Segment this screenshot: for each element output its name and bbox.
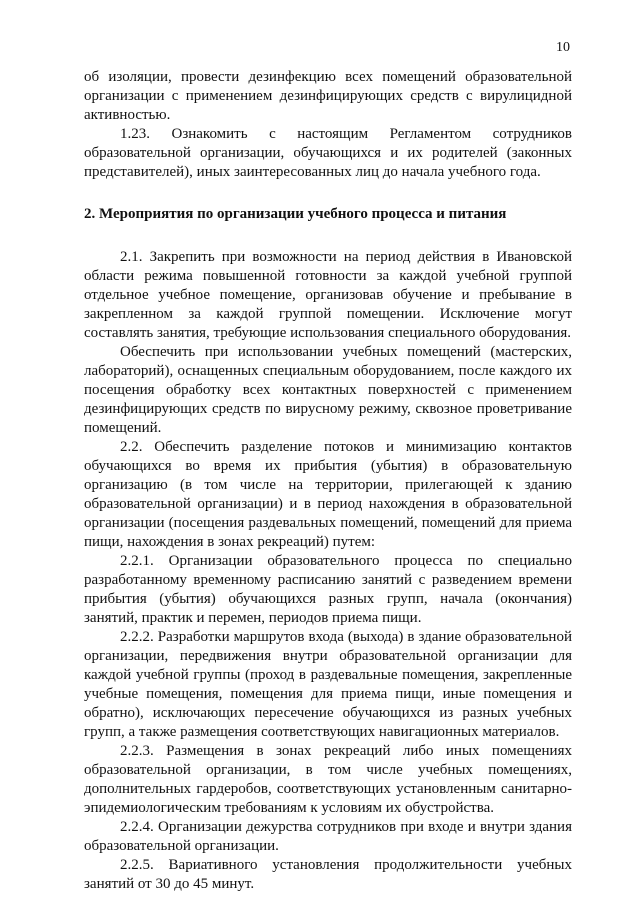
paragraph: Обеспечить при использовании учебных помещений (мастерских, лабораторий), оснащенных специальным оборудованием, после каждого их посещения обработку всех контактных поверхностей с применением дезинфицирующих средств по вирусному режиму, сквозное проветривание помещений. — [84, 344, 572, 436]
section-heading: 2. Мероприятия по организации учебного процесса и питания — [84, 206, 507, 222]
page-number: 10 — [556, 40, 570, 55]
paragraph: 2.1. Закрепить при возможности на период действия в Ивановской области режима повышенной готовности за каждой учебной группой отдельное учебное помещение, организовав обучение и пребывание в закрепленном за каждой группой помещении. Исключение могут составлять занятия, требующие использования специального оборудования. — [84, 249, 572, 341]
paragraph: 2.2.5. Вариативного установления продолжительности учебных занятий от 30 до 45 минут. — [84, 857, 572, 892]
paragraph: 2.2.1. Организации образовательного процесса по специально разработанному временному расписанию занятий с разведением времени прибытия (убытия) обучающихся разных групп, начала (окончания) занятий, практик и перемен, периодов приема пищи. — [84, 553, 572, 626]
paragraph: 1.23. Ознакомить с настоящим Регламентом сотрудников образовательной организации, обучающихся и их родителей (законных представителей), иных заинтересованных лиц до начала учебного года. — [84, 126, 572, 180]
paragraph: 2.2.4. Организации дежурства сотрудников при входе и внутри здания образовательной организации. — [84, 819, 572, 854]
paragraph: об изоляции, провести дезинфекцию всех помещений образовательной организации с применением дезинфицирующих средств с вирулицидной активностью. — [84, 69, 572, 123]
paragraph: 2.2. Обеспечить разделение потоков и минимизацию контактов обучающихся во время их прибытия (убытия) в образовательную организацию (в том числе на территории, прилегающей к зданию образовательной организации) и в период нахождения в образовательной организации (посещения раздевальных помещений, помещений для приема пищи, нахождения в зонах рекреаций) путем: — [84, 439, 572, 550]
paragraph: 2.2.3. Размещения в зонах рекреаций либо иных помещениях образовательной организации, в том числе учебных помещениях, дополнительных гардеробов, соответствующих установленным санитарно-эпидемиологическим требованиям к условиям их обустройства. — [84, 743, 572, 816]
document-body — [84, 68, 572, 894]
paragraph: 2.2.2. Разработки маршрутов входа (выхода) в здание образовательной организации, передвижения внутри образовательной организации для каждой учебной группы (проход в раздевальные помещения, закрепленные учебные помещения, помещения для приема пищи, иные помещения и обратно), исключающих пересечение обучающихся из разных учебных групп, а также размещения соответствующих навигационных материалов. — [84, 629, 572, 740]
